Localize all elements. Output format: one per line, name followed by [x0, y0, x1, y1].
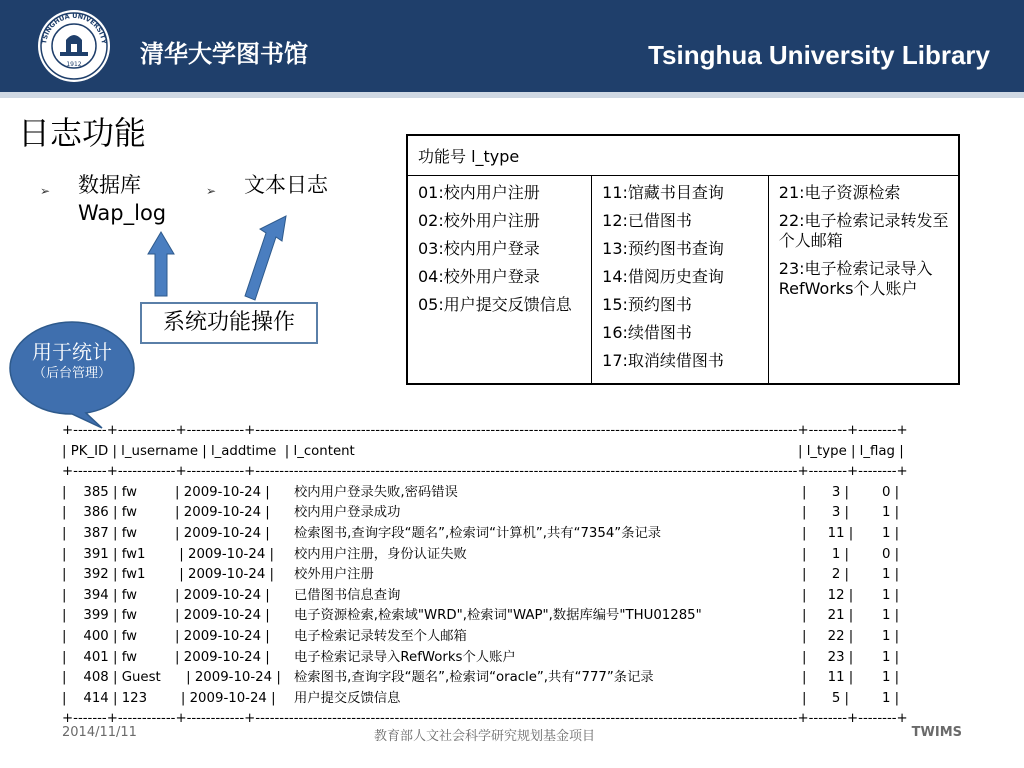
- log-row-flag: 1 |: [882, 567, 900, 583]
- log-row-flag: 1 |: [882, 670, 900, 686]
- log-row: [62, 545, 914, 566]
- log-row-meta: | 408 | Guest | 2009-10-24 |: [62, 670, 286, 686]
- type-item: 17:取消续借图书: [602, 351, 724, 370]
- log-row: [62, 689, 914, 710]
- site-title-en: Tsinghua University Library: [648, 40, 990, 70]
- log-rows: [62, 483, 914, 710]
- log-row-flag: 1 |: [882, 608, 900, 624]
- log-row-type: | 3 |: [802, 505, 850, 521]
- type-item: 23:电子检索记录导入RefWorks个人账户: [778, 259, 933, 298]
- log-row: [62, 483, 914, 504]
- type-col-books: [592, 176, 769, 385]
- log-row-meta: | 399 | fw | 2009-10-24 |: [62, 608, 274, 624]
- type-col-eresources: [768, 176, 959, 385]
- log-row-flag: 1 |: [882, 649, 900, 665]
- type-item: 16:续借图书: [602, 323, 692, 342]
- log-border-mid: +-------+------------+------------+-----------------------------------------------------------------------------------------------------------------+--------+--------+: [62, 464, 908, 480]
- type-table-header: 功能号 l_type: [407, 135, 959, 176]
- type-item: 13:预约图书查询: [602, 239, 724, 258]
- log-header-row: [62, 442, 914, 463]
- bullet-database-name: Wap_log: [78, 201, 167, 225]
- log-row-flag: 1 |: [882, 690, 900, 706]
- log-row-type: | 11 |: [802, 670, 854, 686]
- log-row-flag: 0 |: [882, 484, 900, 500]
- log-row-meta: | 387 | fw | 2009-10-24 |: [62, 525, 274, 541]
- log-row-type: | 5 |: [802, 690, 850, 706]
- log-row-meta: | 392 | fw1 | 2009-10-24 |: [62, 567, 279, 583]
- callout-main-text: 用于统计: [32, 340, 112, 364]
- log-row: [62, 627, 914, 648]
- log-border-bottom: +-------+------------+------------+-----------------------------------------------------------------------------------------------------------------+--------+--------+: [62, 711, 908, 727]
- log-row-flag: 0 |: [882, 546, 900, 562]
- log-header-right: | l_type | l_flag |: [798, 443, 904, 459]
- log-row-type: | 2 |: [802, 567, 850, 583]
- log-row-type: | 1 |: [802, 546, 850, 562]
- log-row-content: 电子检索记录转发至个人邮箱: [294, 628, 467, 644]
- log-row: [62, 524, 914, 545]
- type-item: 04:校外用户登录: [418, 267, 540, 286]
- log-row-content: 检索图书,查询字段“题名”,检索词“计算机”,共有“7354”条记录: [294, 525, 662, 541]
- footer-project: 教育部人文社会科学研究规划基金项目: [374, 729, 596, 744]
- log-row-flag: 1 |: [882, 525, 900, 541]
- log-row-type: | 12 |: [802, 587, 854, 603]
- log-row: [62, 503, 914, 524]
- log-row-content: 校内用户登录成功: [294, 505, 401, 521]
- log-row-content: 校内用户注册，身份认证失败: [294, 546, 467, 562]
- log-row-type: | 21 |: [802, 608, 854, 624]
- type-col-user: [407, 176, 592, 385]
- log-row-flag: 1 |: [882, 587, 900, 603]
- log-row-content: 用户提交反馈信息: [294, 690, 401, 706]
- footer-brand: TWIMS: [911, 725, 962, 740]
- function-type-table: [406, 134, 960, 385]
- up-arrow-database-icon: [148, 232, 174, 296]
- log-row-meta: | 414 | 123 | 2009-10-24 |: [62, 690, 280, 706]
- type-item: 22:电子检索记录转发至个人邮箱: [778, 211, 949, 250]
- log-row-meta: | 401 | fw | 2009-10-24 |: [62, 649, 274, 665]
- log-row: [62, 565, 914, 586]
- log-row-meta: | 385 | fw | 2009-10-24 |: [62, 484, 274, 500]
- log-row-type: | 22 |: [802, 628, 854, 644]
- type-item: 21:电子资源检索: [778, 183, 901, 202]
- bullet-arrow-icon: ➢: [206, 184, 217, 198]
- log-row-type: | 3 |: [802, 484, 850, 500]
- bullet-text-log-label: 文本日志: [244, 173, 328, 197]
- log-row-type: | 23 |: [802, 649, 854, 665]
- bullet-arrow-icon: ➢: [40, 184, 51, 198]
- log-border-top: +-------+------------+------------+-----------------------------------------------------------------------------------------------------------------+--------+--------+: [62, 423, 908, 438]
- log-row-meta: | 394 | fw | 2009-10-24 |: [62, 587, 274, 603]
- log-row-meta: | 391 | fw1 | 2009-10-24 |: [62, 546, 279, 562]
- seal-text: TSINGHUA UNIVERSITY: [40, 11, 108, 45]
- log-row: [62, 606, 914, 627]
- seal-year: 1912: [66, 61, 82, 68]
- page-title: 日志功能: [18, 114, 147, 152]
- log-row-content: 校内用户登录失败,密码错误: [294, 484, 458, 500]
- footer-date: 2014/11/11: [62, 725, 137, 740]
- log-header-left: | PK_ID | l_username | l_addtime | l_content: [62, 443, 355, 459]
- log-row: [62, 668, 914, 689]
- type-item: 05:用户提交反馈信息: [418, 295, 572, 314]
- system-operation-box: 系统功能操作: [140, 302, 318, 344]
- callout-sub-text: （后台管理）: [32, 366, 111, 381]
- log-row-type: | 11 |: [802, 525, 854, 541]
- log-row-meta: | 400 | fw | 2009-10-24 |: [62, 628, 274, 644]
- log-row-content: 已借图书信息查询: [294, 587, 401, 603]
- log-row-content: 校外用户注册: [294, 567, 374, 583]
- site-title-cn: 清华大学图书馆: [140, 40, 308, 68]
- bullet-database-label: 数据库: [78, 173, 141, 197]
- type-item: 01:校内用户注册: [418, 183, 540, 202]
- log-table-dump: [62, 421, 914, 730]
- log-row-content: 电子资源检索,检索域"WRD",检索词"WAP",数据库编号"THU01285": [294, 608, 702, 624]
- log-row-content: 检索图书,查询字段“题名”,检索词“oracle”,共有“777”条记录: [294, 670, 654, 686]
- type-item: 15:预约图书: [602, 295, 692, 314]
- log-row-content: 电子检索记录导入RefWorks个人账户: [294, 649, 516, 665]
- type-item: 12:已借图书: [602, 211, 692, 230]
- up-arrow-textlog-icon: [245, 216, 286, 300]
- log-row-meta: | 386 | fw | 2009-10-24 |: [62, 505, 274, 521]
- type-item: 11:馆藏书目查询: [602, 183, 724, 202]
- type-item: 02:校外用户注册: [418, 211, 540, 230]
- log-row: [62, 648, 914, 669]
- callout-statistics: [14, 339, 130, 383]
- log-row-flag: 1 |: [882, 505, 900, 521]
- type-item: 14:借阅历史查询: [602, 267, 724, 286]
- log-row: [62, 586, 914, 607]
- log-row-flag: 1 |: [882, 628, 900, 644]
- type-item: 03:校内用户登录: [418, 239, 540, 258]
